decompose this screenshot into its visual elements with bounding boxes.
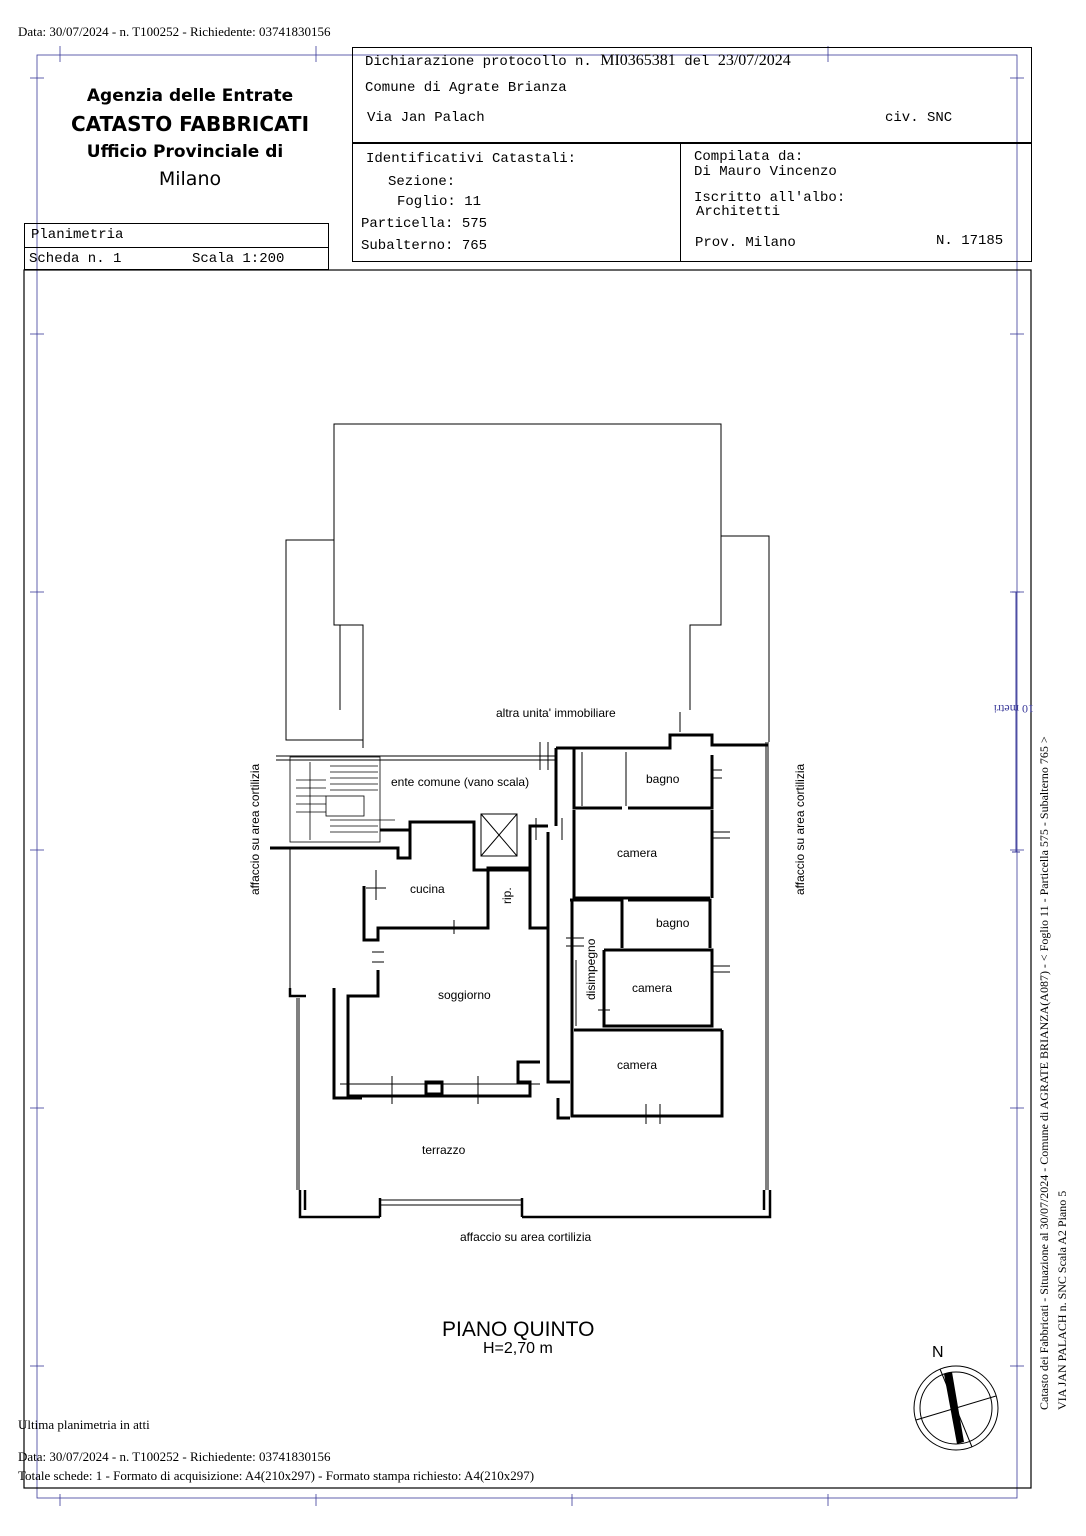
- footer-totals: Totale schede: 1 - Formato di acquisizione: A4(210x297) - Formato stampa richiesto: A4(210x297): [18, 1468, 535, 1483]
- terrace-parapet: [290, 988, 770, 1217]
- identifiers-title: Identificativi Catastali:: [366, 151, 577, 167]
- label-cucina: cucina: [410, 882, 445, 896]
- floor-height: H=2,70 m: [483, 1340, 553, 1357]
- identifiers-divider: [680, 143, 681, 262]
- planimetria-label: Planimetria: [31, 227, 124, 243]
- footer-request-line: Data: 30/07/2024 - n. T100252 - Richiedente: 03741830156: [18, 1449, 331, 1464]
- comune-line: Comune di Agrate Brianza: [365, 80, 567, 96]
- catasto-title: CATASTO FABBRICATI: [70, 112, 310, 136]
- label-affaccio-left: affaccio su area cortilizia: [248, 763, 262, 895]
- protocol-label: Dichiarazione protocollo n.: [365, 54, 592, 70]
- subalterno-field: Subalterno: 765: [361, 238, 488, 254]
- label-camera-2: camera: [632, 981, 673, 995]
- label-terrazzo: terrazzo: [422, 1143, 466, 1157]
- staircase: [290, 757, 395, 842]
- label-altra-unita: altra unita' immobiliare: [496, 706, 616, 720]
- register-label: Iscritto all'albo:: [694, 190, 846, 206]
- label-bagno-2: bagno: [656, 916, 690, 930]
- side-address-text: VIA JAN PALACH n. SNC Scala A2 Piano 5: [1055, 1190, 1069, 1410]
- drawing-frame: [24, 270, 1031, 1488]
- floor-name: PIANO QUINTO: [442, 1318, 595, 1341]
- label-soggiorno: soggiorno: [438, 988, 491, 1002]
- agency-name: Agenzia delle Entrate: [86, 86, 294, 106]
- planimetria-divider: [24, 247, 329, 248]
- foglio-field: Foglio: 11: [397, 194, 482, 210]
- label-disimpegno: disimpegno: [584, 938, 598, 1000]
- address-line: Via Jan Palach: [367, 110, 485, 126]
- north-label: N: [932, 1344, 944, 1361]
- protocol-number: MI0365381: [600, 52, 676, 69]
- civic-number: civ. SNC: [885, 110, 953, 126]
- scale-bar: [1012, 592, 1020, 852]
- footer-last-plan: Ultima planimetria in atti: [18, 1417, 150, 1432]
- side-situation-text: Catasto dei Fabbricati - Situazione al 30/07/2024 - Comune di AGRATE BRIANZA(A087) - < Foglio 11 - Particella 575 - Subalterno 765 >: [1037, 736, 1051, 1410]
- protocol-date: 23/07/2024: [717, 52, 791, 69]
- terrace-outline: [290, 742, 768, 1205]
- office-label: Ufficio Provinciale di: [86, 142, 284, 162]
- compiled-by-label: Compilata da:: [694, 149, 804, 165]
- apartment-walls: [270, 735, 768, 1118]
- protocol-line: [365, 52, 791, 70]
- label-ente-comune: ente comune (vano scala): [391, 775, 530, 789]
- label-affaccio-right: affaccio su area cortilizia: [793, 763, 807, 895]
- north-arrow-icon: [910, 1362, 1002, 1454]
- protocol-del: del: [684, 54, 710, 70]
- province-field: Prov. Milano: [695, 235, 796, 251]
- register-number: N. 17185: [936, 233, 1004, 249]
- office-city: Milano: [158, 168, 222, 190]
- particella-field: Particella: 575: [361, 216, 488, 232]
- compiled-by-name: Di Mauro Vincenzo: [694, 164, 837, 180]
- label-ripostiglio: rip.: [500, 887, 514, 904]
- scale-bar-label: 10 metri: [993, 702, 1034, 716]
- label-camera-3: camera: [617, 1058, 658, 1072]
- scale-label: Scala 1:200: [192, 251, 285, 267]
- header-request-line: Data: 30/07/2024 - n. T100252 - Richiedente: 03741830156: [18, 24, 331, 39]
- register-value: Architetti: [696, 204, 781, 220]
- label-bagno-1: bagno: [646, 772, 680, 786]
- sezione-field: Sezione:: [388, 174, 456, 190]
- adjacent-building: [286, 424, 769, 748]
- label-camera-1: camera: [617, 846, 658, 860]
- label-affaccio-bottom: affaccio su area cortilizia: [460, 1230, 592, 1244]
- scheda-number: Scheda n. 1: [29, 251, 122, 267]
